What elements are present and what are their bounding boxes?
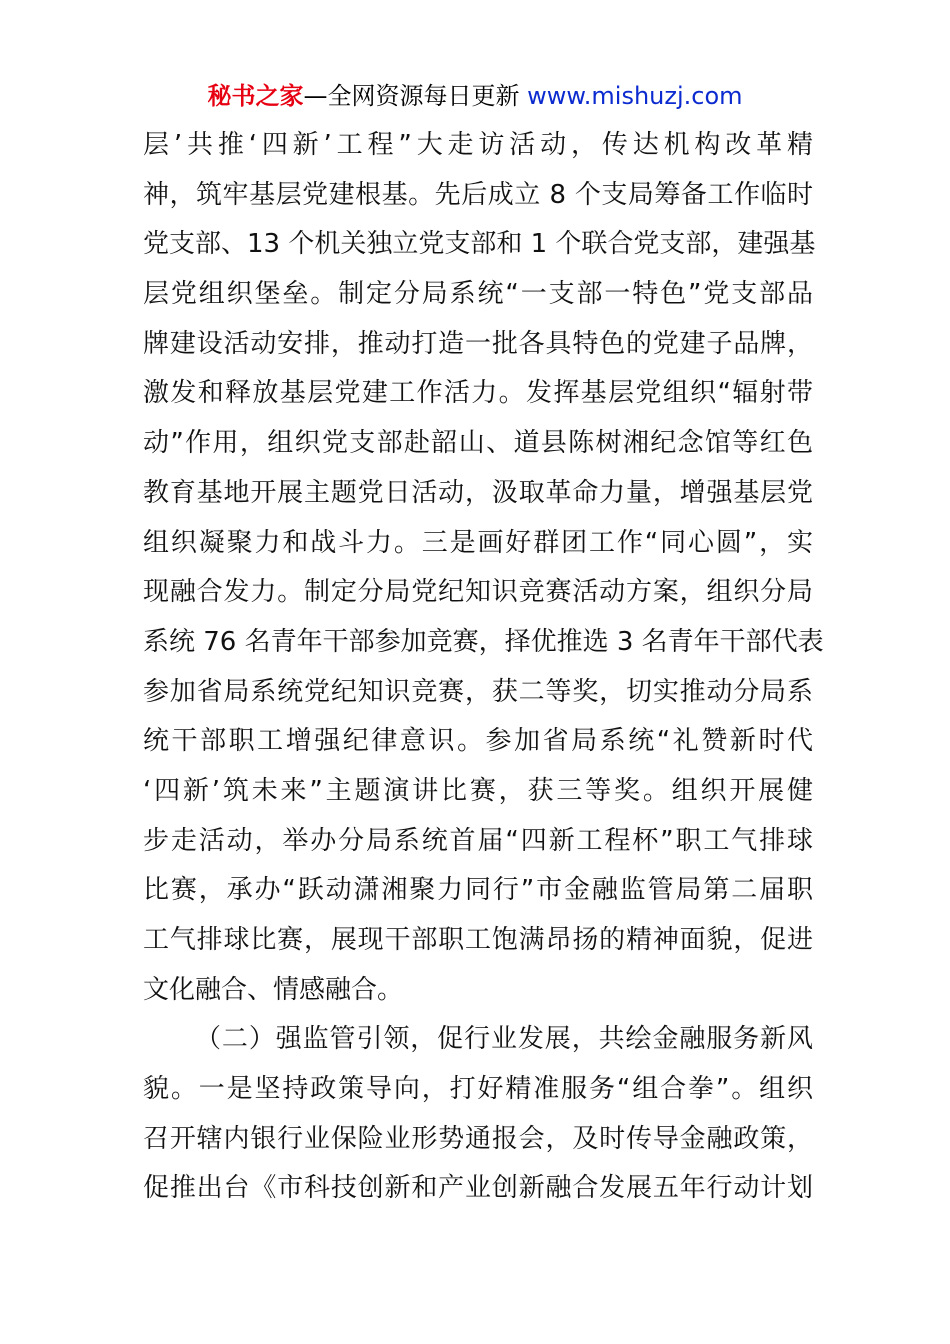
text-line: 召开辖内银行业保险业形势通报会，及时传导金融政策， <box>143 1123 813 1154</box>
text-line: 参加省局系统党纪知识竞赛，获二等奖，切实推动分局系 <box>143 676 813 707</box>
text-line: 教育基地开展主题党日活动，汲取革命力量，增强基层党 <box>143 477 813 508</box>
header-tagline: —全网资源每日更新 <box>303 82 528 110</box>
text-line: 神，筑牢基层党建根基。先后成立 8 个支局筹备工作临时 <box>143 179 813 210</box>
text-line: 牌建设活动安排，推动打造一批各具特色的党建子品牌， <box>143 328 813 359</box>
text-line: 貌。一是坚持政策导向，打好精准服务“组合拳”。组织 <box>143 1074 813 1105</box>
text-line: 层’共推‘四新’工程”大走访活动，传达机构改革精 <box>143 130 813 160</box>
text-line: 激发和释放基层党建工作活力。发挥基层党组织“辐射带 <box>143 378 813 409</box>
text-line: 现融合发力。制定分局党纪知识竞赛活动方案，组织分局 <box>143 577 813 608</box>
text-line: 系统 76 名青年干部参加竞赛，择优推选 3 名青年干部代表 <box>143 626 824 657</box>
brand-name: 秘书之家 <box>207 82 304 110</box>
paragraph-end-line: 文化融合、情感融合。 <box>143 974 404 1005</box>
section-heading-line: （二）强监管引领，促行业发展，共绘金融服务新风 <box>195 1024 813 1055</box>
text-line: 党支部、13 个机关独立党支部和 1 个联合党支部，建强基 <box>143 229 816 260</box>
site-url-link[interactable]: www.mishuzj.com <box>527 82 743 110</box>
text-line: 步走活动，举办分局系统首届“四新工程杯”职工气排球 <box>143 825 813 856</box>
text-line: 统干部职工增强纪律意识。参加省局系统“礼赞新时代 <box>143 726 813 757</box>
text-line: 动”作用，组织党支部赴韶山、道县陈树湘纪念馆等红色 <box>143 428 813 459</box>
text-line: 比赛，承办“跃动潇湘聚力同行”市金融监管局第二届职 <box>143 875 813 906</box>
text-line: 组织凝聚力和战斗力。三是画好群团工作“同心圆”，实 <box>143 527 813 558</box>
text-line: 层党组织堡垒。制定分局系统“一支部一特色”党支部品 <box>143 279 813 310</box>
site-header <box>0 80 950 112</box>
text-line: ‘四新’筑未来”主题演讲比赛，获三等奖。组织开展健 <box>143 775 813 806</box>
text-line: 促推出台《市科技创新和产业创新融合发展五年行动计划 <box>143 1173 813 1204</box>
document-body <box>143 121 824 1214</box>
text-line: 工气排球比赛，展现干部职工饱满昂扬的精神面貌，促进 <box>143 925 813 955</box>
